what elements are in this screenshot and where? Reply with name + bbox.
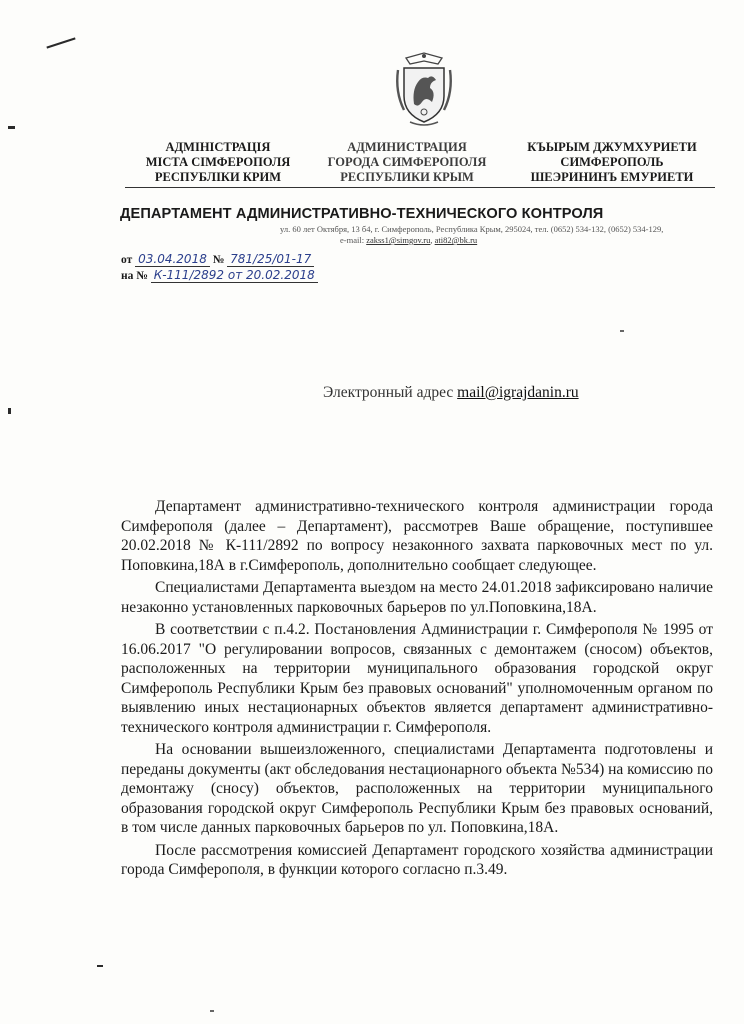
header-crimean-tatar-line: ШЕЭРИНИНЪ ЕМУРИЕТИ: [530, 170, 694, 184]
incoming-reference-handwritten: [151, 268, 318, 283]
body-paragraph: Специалистами Департамента выездом на место 24.01.2018 зафиксировано наличие незаконно установленных парковочных барьеров по ул.Поповкина,18А.: [121, 579, 713, 616]
email-prefix: e-mail:: [340, 235, 367, 245]
incoming-number-prefix: на №: [121, 270, 148, 282]
incoming-number: К-111/2892: [153, 268, 225, 282]
letter-body: [121, 497, 713, 880]
header-ukrainian: [118, 140, 318, 185]
outgoing-date-prefix: от: [121, 254, 133, 266]
outgoing-registration: [121, 252, 314, 266]
header-russian-line: АДМИНИСТРАЦИЯ: [347, 140, 467, 154]
incoming-reference: [121, 268, 318, 282]
body-paragraph: На основании вышеизложенного, специалистами Департамента подготовлены и переданы документы (акт обследования нестационарного объекта №534) на комиссию по демонтажу (сносу) объектов, расположенных на территории муниципального образования городской округ Симферополь Республики Крым без правовых оснований, в том числе данных парковочных барьеров по ул. Поповкина,18А.: [121, 741, 714, 836]
outgoing-number: 781/25/01-17: [227, 252, 314, 267]
coat-of-arms-icon: [392, 52, 456, 128]
recipient-email-label: Электронный адрес: [323, 384, 458, 401]
header-ukrainian-line: АДМІНІСТРАЦІЯ: [165, 140, 271, 154]
header-divider: [125, 187, 715, 188]
recipient-email-line: [323, 384, 579, 402]
outgoing-number-label: №: [212, 254, 225, 266]
header-crimean-tatar-line: СИМФЕРОПОЛЬ: [560, 155, 664, 169]
scan-speck: [210, 1010, 214, 1012]
body-paragraph: Департамент административно-технического контроля администрации города Симферополя (далее – Департамент), рассмотрев Ваше обращение, поступившее 20.02.2018 № К-111/2892 по вопросу незаконного захвата парковочных мест по ул. Поповкина,18А в г.Симферополь, дополнительно сообщает следующее.: [121, 498, 713, 574]
body-paragraph: В соответствии с п.4.2. Постановления Администрации г. Симферополя № 1995 от 16.06.2017 "О регулировании вопросов, связанных с демонтажем (сносом) объектов, расположенных на территории муниципального образования городской округ Симферополь Республики Крым без правовых оснований" уполномоченным органом по выявлению иных нестационарных объектов является департамент административно-технического контроля администрации г. Симферополя.: [121, 621, 713, 736]
header-russian-line: РЕСПУБЛИКИ КРЫМ: [340, 170, 474, 184]
outgoing-date: 03.04.2018: [135, 252, 210, 267]
scan-speck: [620, 330, 624, 332]
department-address: ул. 60 лет Октября, 13 б4, г. Симферополь, Республика Крым, 295024, тел. (0652) 534-132, (0652) 534-129,: [280, 224, 664, 234]
header-russian: [312, 140, 502, 185]
recipient-email-link[interactable]: mail@igrajdanin.ru: [457, 384, 579, 401]
header-crimean-tatar-line: КЪЫРЫМ ДЖУМХУРИЕТИ: [527, 140, 697, 154]
body-paragraph: После рассмотрения комиссией Департамент городского хозяйства администрации города Симферополя, в функции которого согласно п.3.49.: [121, 841, 713, 878]
incoming-date-prefix: от: [227, 268, 243, 282]
header-crimean-tatar: [506, 140, 718, 185]
incoming-date: 20.02.2018: [246, 268, 315, 282]
header-russian-line: ГОРОДА СИМФЕРОПОЛЯ: [327, 155, 487, 169]
header-ukrainian-line: РЕСПУБЛІКИ КРИМ: [154, 170, 282, 184]
department-email-link-1[interactable]: zakss1@simgov.ru: [366, 235, 431, 245]
email-separator: ,: [430, 235, 435, 245]
department-title: ДЕПАРТАМЕНТ АДМИНИСТРАТИВНО-ТЕХНИЧЕСКОГО КОНТРОЛЯ: [120, 206, 604, 222]
department-email-line: [340, 235, 477, 245]
scan-mark: [8, 408, 11, 414]
header-ukrainian-line: МІСТА СІМФЕРОПОЛЯ: [145, 155, 291, 169]
scan-mark: [8, 126, 15, 129]
scan-mark: [46, 37, 75, 48]
scan-mark: [97, 965, 103, 967]
department-email-link-2[interactable]: ati82@bk.ru: [434, 235, 478, 245]
